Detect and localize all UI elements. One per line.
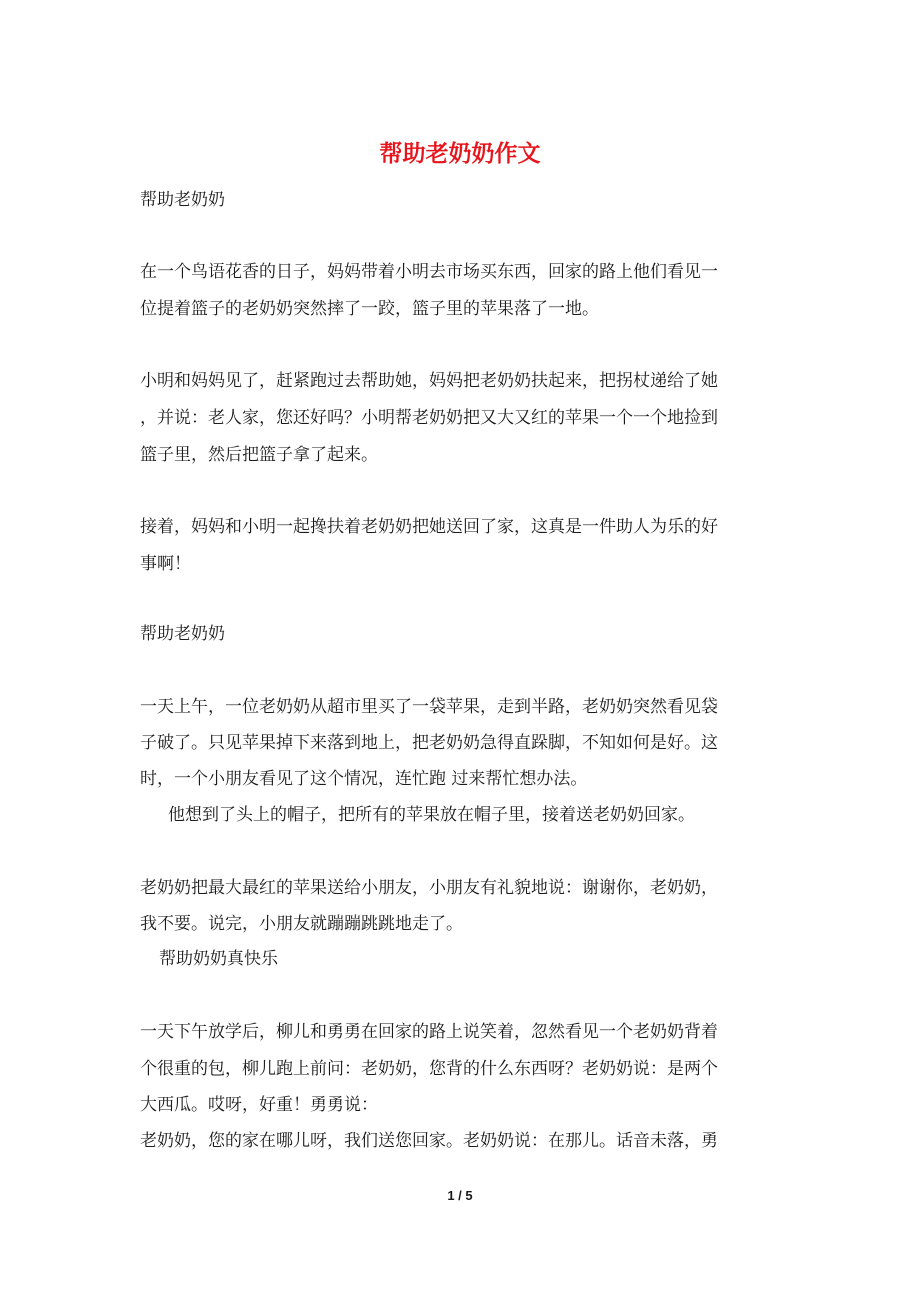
paragraph-line: 接着，妈妈和小明一起搀扶着老奶奶把她送回了家，这真是一件助人为乐的好 [140, 517, 718, 537]
paragraph-line: 个很重的包，柳儿跑上前问：老奶奶，您背的什么东西呀？老奶奶说：是两个 [140, 1059, 718, 1079]
document-title: 帮助老奶奶作文 [379, 140, 541, 167]
paragraph-line: 在一个鸟语花香的日子，妈妈带着小明去市场买东西，回家的路上他们看见一 [140, 262, 718, 282]
paragraph-line: 一天上午，一位老奶奶从超市里买了一袋苹果，走到半路，老奶奶突然看见袋 [140, 697, 718, 717]
paragraph-line: 老奶奶，您的家在哪儿呀，我们送您回家。老奶奶说：在那儿。话音未落，勇 [140, 1131, 718, 1151]
paragraph-line: 大西瓜。哎呀，好重！勇勇说： [140, 1095, 378, 1115]
paragraph-line: 小明和妈妈见了，赶紧跑过去帮助她，妈妈把老奶奶扶起来，把拐杖递给了她 [140, 371, 718, 391]
section-heading: 帮助奶奶真快乐 [159, 949, 278, 969]
section-heading: 帮助老奶奶 [140, 624, 225, 644]
paragraph-line: 事啊！ [140, 554, 191, 574]
paragraph-line: 老奶奶把最大最红的苹果送给小朋友，小朋友有礼貌地说：谢谢你，老奶奶， [140, 878, 718, 898]
paragraph-line: 位提着篮子的老奶奶突然摔了一跤，篮子里的苹果落了一地。 [140, 299, 599, 319]
paragraph-line: 时，一个小朋友看见了这个情况，连忙跑 过来帮忙想办法。 [140, 769, 588, 789]
paragraph-line: 一天下午放学后，柳儿和勇勇在回家的路上说笑着，忽然看见一个老奶奶背着 [140, 1022, 718, 1042]
paragraph-line: 篮子里，然后把篮子拿了起来。 [140, 445, 378, 465]
page-number: 1 / 5 [447, 1188, 473, 1203]
section-heading: 帮助老奶奶 [140, 190, 225, 210]
paragraph-line: 我不要。说完，小朋友就蹦蹦跳跳地走了。 [140, 914, 463, 934]
paragraph-line: ，并说：老人家，您还好吗？小明帮老奶奶把又大又红的苹果一个一个地捡到 [140, 408, 718, 428]
paragraph-line: 他想到了头上的帽子，把所有的苹果放在帽子里，接着送老奶奶回家。 [168, 805, 695, 825]
paragraph-line: 子破了。只见苹果掉下来落到地上，把老奶奶急得直跺脚，不知如何是好。这 [140, 733, 718, 753]
